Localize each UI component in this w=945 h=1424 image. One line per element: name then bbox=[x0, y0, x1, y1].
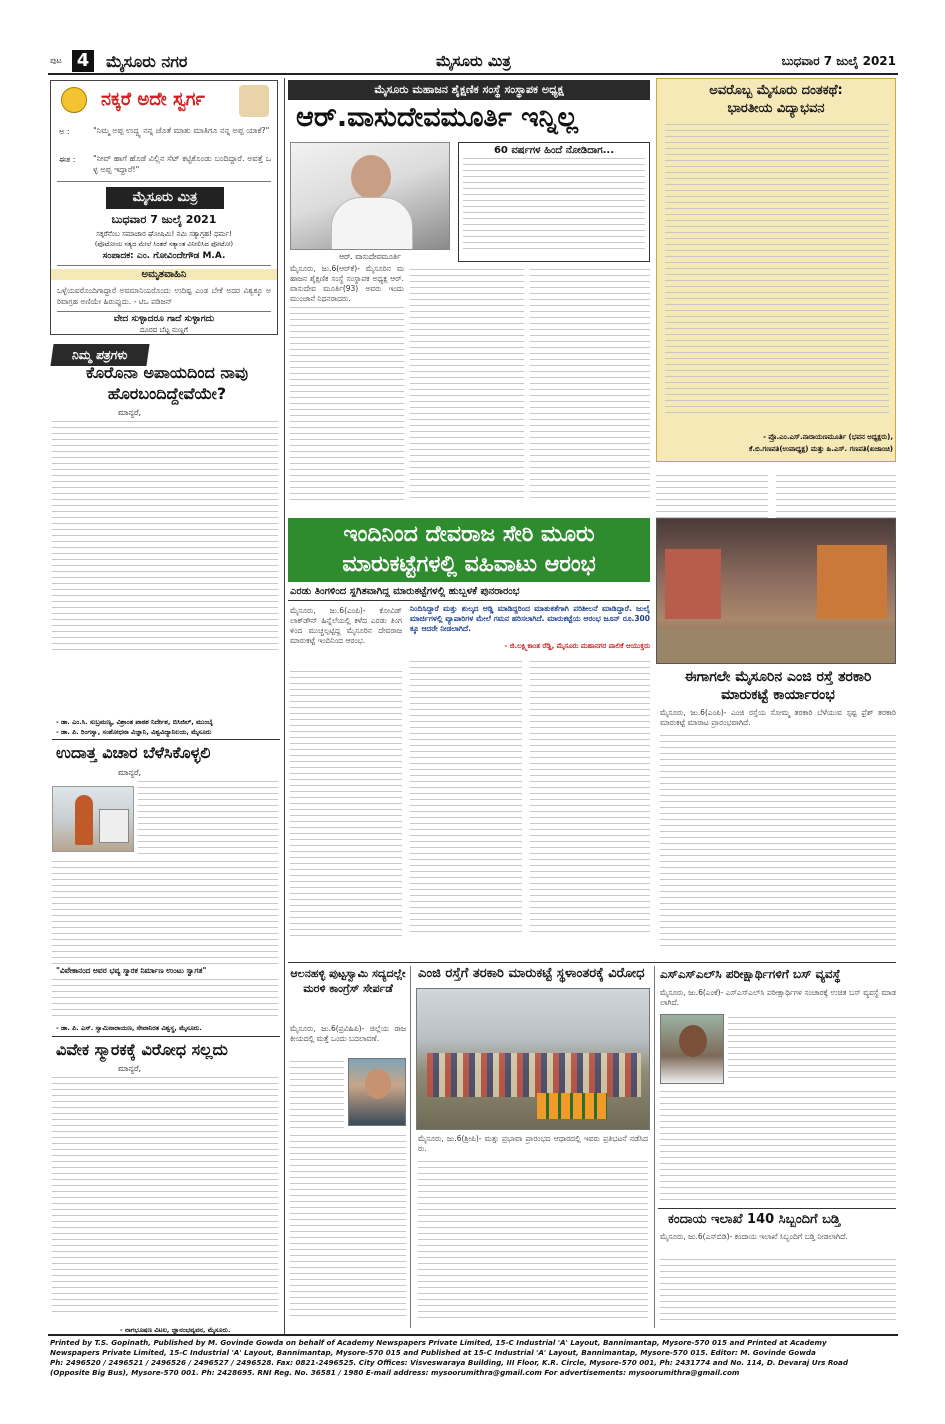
paper-box-name-text: ಮೈಸೂರು ಮಿತ್ರ bbox=[132, 190, 198, 205]
amrita-text: ಒಳ್ಳೆಯವರೊಂದಿಗಾದ್ದಾರೆ ಅವಮಾನಿಯರೊಂದು ಉದಿಷ್ಟ ಎಂಡ ಬೇಕೆ ಅದರ ವಿಶ್ವಕ್ಕೂ ಅರಿವಾಗ್ರಹ ಅಣಿಯೇ ಹಿರುಪ್ಪುದು. - ಟಿಒ ಪಡಿಜನ್ bbox=[57, 286, 271, 306]
apmc-headline bbox=[660, 668, 896, 704]
tribute-title-1: ಅವರೊಬ್ಬ ಮೈಸೂರು ದಂತಕಥೆ: bbox=[709, 83, 843, 98]
obit-photo-caption: ಆರ್. ವಾಸುದೇವಮೂರ್ತಿ bbox=[339, 252, 401, 261]
crowd bbox=[427, 1053, 641, 1097]
joke-box bbox=[50, 80, 278, 335]
apmc-dateline: ಮೈಸೂರು, ಜು.6(ಎಂಪಿ)- ಎಂಜಿ ರಸ್ತೆಯ ಸೋಮ್ಮ ತರಕಾರಿ ಬೆಳೆಯುವ ಸ್ಪಷ್ಟ ಫ್ರೆಶ್ ತರಕಾರಿ ಮಾರುಕಟ್ಟೆ ಮಾರಾಟ ಪ್ರಾರಂಭವಾಗಿದೆ. bbox=[660, 708, 896, 727]
page-number: 4 bbox=[76, 50, 90, 71]
congress-body-b bbox=[290, 1130, 406, 1326]
letter1-sign-2: - ಡಾ. ಪಿ. ರಿಂಗಸ್ವಾ, ಸಂಶೋಧನಾ ವಿಜ್ಞಾನಿ, ವಿಶ್ವವಿದ್ಯಾನಿಲಯ, ಮೈಸೂರು bbox=[56, 728, 212, 736]
tribute-sign-2: ಕೆ.ಬಿ.ಗಣಪತಿ(ಉಪಾಧ್ಯಕ್ಷ) ಮತ್ತು ಹಿ.ಎಸ್. ಗಣಪತಿ(ಖಜಾಂಚಿ) bbox=[748, 445, 893, 453]
letter1-body bbox=[52, 416, 278, 654]
letters-header-text: ನಿಮ್ಮ ಪತ್ರಗಳು bbox=[71, 348, 129, 362]
issue-date: ಬುಧವಾರ 7 ಜುಲೈ 2021 bbox=[781, 54, 896, 68]
paper-box-line2: (ಫೊಟೋಂಲ ಸತ್ಯದ ಮೇಲೆ ಸಿಂತರೆ ಸತ್ಯಾಂತ ವಿನೀಲಿಸಿದ ಫೋಟೋ) bbox=[94, 240, 234, 248]
bus-headline: ಎಸ್‌ಎಸ್‌ಎಲ್‌ಸಿ ಪರೀಕ್ಷಾರ್ಥಿಗಳಿಗೆ ಬಸ್ ವ್ಯವಸ್ಥೆ bbox=[660, 967, 841, 981]
letter2-body-b bbox=[52, 856, 278, 966]
letter2-body-a bbox=[138, 776, 278, 856]
congress-dateline: ಮೈಸೂರು, ಜು.6(ಪ್ರವಿಹಿಪಿ)- ಜಿಲ್ಲೆಯ ರಾಜಕೀಯದಲ್ಲಿ ಮತ್ತೆ ಒಂದು ಬದಲಾವಣೆ. bbox=[290, 1024, 406, 1043]
congress-headline bbox=[290, 966, 406, 996]
mgroad-dateline: ಮೈಸೂರು, ಜು.6(ಶ್ರೀಪಿ)- ಮತ್ತು ಪ್ರಭಾವಾ ಪ್ರಾರಂಭದ ಆಧಾರದಲ್ಲಿ ಇವರು ಪ್ರತಿಭಟನೆ ನಡೆಸಿದರು. bbox=[418, 1134, 648, 1153]
imprint-line-4: (Opposite Big Bus), Mysore-570 001. Ph: 2428695. RNI Reg. No. 36581 / 1980 E-mail address: mysoorumithra@gmail.com For advertisements: mysoorumithra@gmail.com bbox=[50, 1368, 740, 1377]
obit-photo bbox=[290, 142, 450, 250]
section-name: ಮೈಸೂರು ನಗರ bbox=[106, 52, 188, 71]
letter2-body-c bbox=[52, 974, 278, 1020]
bus-face bbox=[679, 1025, 707, 1057]
tribute-sign-1: - ಪ್ರೊ.ಎಂ.ಎಸ್.ನಾರಾಯಣಮೂರ್ತಿ (ಭವನ ಅಧ್ಯಕ್ಷರು), bbox=[763, 433, 893, 441]
congress-body bbox=[290, 1056, 344, 1136]
mgroad-headline: ಎಂಜಿ ರಸ್ತೆಗೆ ತರಕಾರಿ ಮಾರುಕಟ್ಟೆ ಸ್ಥಳಾಂತರಕ್ಕೆ ವಿರೋಧ bbox=[418, 966, 645, 981]
obit-body-col1 bbox=[290, 302, 404, 512]
imprint-line-2: Newspapers Private Limited, 15-C Industrial 'A' Layout, Bannimantap, Mysore-570 015 and Published at 15-C Industrial 'A' Layout, Bannimantap, Mysore-570 015. Editor: M. Govinde Gowda bbox=[50, 1348, 816, 1357]
joke-label-1: ಅ : bbox=[59, 127, 70, 136]
letter3-body bbox=[52, 1072, 278, 1320]
letter3-title: ವಿವೇಕ ಸ್ಮಾರಕಕ್ಕೆ ವಿರೋಧ ಸಲ್ಲದು bbox=[56, 1040, 228, 1059]
obit-history-box bbox=[458, 142, 650, 262]
imprint-line-1: Printed by T.S. Gopinath, Published by M. Govinde Gowda on behalf of Academy Newspapers Private Limited, 15-C Industrial 'A' Layout, Bannimantap, Mysore-570 015 and Printed at Academy bbox=[50, 1338, 827, 1347]
can-row bbox=[537, 1093, 607, 1119]
obit-dateline: ಮೈಸೂರು, ಜು.6(ಆರ್‌ಕೆ)- ಮೈಸೂರಿನ ಮಹಾಜನ ಶೈಕ್ಷಣಿಕ ಸಂಸ್ಥೆ ಸಂಸ್ಥಾಪಕ ಅಧ್ಯಕ್ಷ ಆರ್.ವಾಸುದೇವ ಮೂರ್ತಿ(93) ಅವರು ಇಂದು ಮುಂಜಾನೆ ನಿಧನರಾದರು. bbox=[290, 264, 404, 302]
obit-headline: ಆರ್.ವಾಸುದೇವಮೂರ್ತಿ ಇನ್ನಿಲ್ಲ bbox=[296, 102, 579, 133]
masthead bbox=[48, 50, 898, 72]
market-photo bbox=[656, 518, 896, 664]
stall-floor bbox=[657, 629, 896, 664]
letter2-quote: "ವಿವೇಕಾನಂದ ಅವರ ಭವ್ಯ ಸ್ಮಾರಕ ನಿರ್ಮಾಣ ಉಂಟು ಸ್ವಾಗತ" bbox=[56, 966, 207, 975]
bus-body-a bbox=[728, 1012, 896, 1084]
letter2-salute: ಮಾನ್ಯರೆ, bbox=[118, 768, 142, 777]
joke-line-1: "ನಿಮ್ಮ ಅಪ್ಪ ಉದ್ದ್ಯ ನನ್ನ ಜೊತೆ ಮಾತು ಮಾತಿಗೂ ನನ್ನ ಅಪ್ಪ ಯಾಕೆ?" bbox=[93, 126, 270, 135]
stall-right bbox=[817, 545, 887, 619]
page-label: ಪುಟ bbox=[50, 56, 62, 65]
page-number-badge bbox=[72, 50, 94, 72]
building-shape bbox=[99, 809, 129, 843]
cartoon-icon bbox=[239, 85, 269, 117]
obit-box-title: 60 ವರ್ಷಗಳ ಹಿಂದೆ ನೋಡಿದಾಗ... bbox=[493, 145, 615, 156]
letter3-sign: - ನಾಗಭೂಷಣ ವಿಟಲ, ಜ್ಞಾನಂಭವ್ಯವನ, ಮೈಸೂರು. bbox=[120, 1326, 231, 1334]
market-subhead: ಎರಡು ತಿಂಗಳಿಂದ ಸ್ಥಗಿತವಾಗಿದ್ದ ಮಾರುಕಟ್ಟೆಗಳಲ್ಲಿ ಹುಬ್ಬಳಕೆ ಪುನರಾರಂಭ bbox=[290, 586, 520, 597]
tribute-title-2: ಭಾರತೀಯ ವಿದ್ಯಾಭವನ bbox=[727, 101, 825, 116]
letter2-sign: - ಡಾ. ಪಿ. ಎಸ್. ಸ್ವಾಮಿನಾರಾಯಣ, ಸೇವಾನಿರತ ವಿಶ್ವಸ್ಥ, ಮೈಸೂರು. bbox=[56, 1024, 202, 1032]
market-dateline: ಮೈಸೂರು, ಜು.6(ಎಂಪಿ)- ಕೋವಿಡ್ ಲಾಕ್‌ಡೌನ್ ಹಿನ್ನೆಲೆಯಲ್ಲಿ ಕಳೆದ ಎರಡು ತಿಂಗಳಿಂದ ಮುಚ್ಚಲ್ಪಟ್ಟಿದ್ದ ಮೈಸೂರಿನ ದೇವರಾಜ ಮಾರುಕಟ್ಟೆ ಇಂದಿನಿಂದ ಆರಂಭ. bbox=[290, 606, 402, 645]
obit-box-body bbox=[463, 153, 645, 259]
joke-line-2: "ನೀವ್ ಹಾಗೆ ಹೊಡೆ ವಿಲ್ಲಿನ ಸೆಟ್ ಕಟ್ಟಿಕೊಂಡು ಬಂದಿದ್ದಾರೆ. ಅವತ್ತೆ ಒಳ್ಳ ಅಪ್ಪ ಇದ್ದಾರೆ!" bbox=[93, 154, 271, 174]
obit-kicker bbox=[288, 80, 650, 100]
letter2-title: ಉದಾತ್ತ ವಿಚಾರ ಬೆಳೆಸಿಕೊಳ್ಳಲಿ bbox=[56, 743, 211, 762]
market-col1 bbox=[290, 666, 402, 956]
imprint-line-3: Ph: 2496520 / 2496521 / 2496526 / 2496527 / 2496528. Fax: 0821-2496525. City Offices: Visveswaraya Building, III Floor, K.R. Circle, Mysore-570 001, Ph: 2431774 and No. 114, D. Devaraj Urs Road bbox=[50, 1358, 849, 1367]
laugh-icon bbox=[61, 87, 87, 113]
apmc-headline-text: ಈಗಾಗಲೇ ಮೈಸೂರಿನ ಎಂಜಿ ರಸ್ತೆ ತರಕಾರಿ ಮಾರುಕಟ್ಟೆ ಕಾರ್ಯಾರಂಭ bbox=[684, 669, 872, 703]
bus-body-b bbox=[660, 1086, 896, 1206]
gadi-line: ವೇದ ಸುಳ್ಳಾದರೂ ಗಾದೆ ಸುಳ್ಳಾಗದು bbox=[113, 314, 215, 324]
obit-body-col3 bbox=[530, 264, 650, 512]
tobacco-body bbox=[660, 1254, 896, 1328]
congress-headline-text: ಆಲನಹಳ್ಳಿ ಪುಟ್ಟಸ್ವಾಮಿ ಸದ್ಯದಲ್ಲೇ ಮರಳಿ ಕಾಂಗ್ರೆಸ್ ಸೇರ್ಪಡೆ bbox=[290, 967, 406, 995]
joke-label-2: ಈತ : bbox=[59, 155, 76, 164]
bus-dateline: ಮೈಸೂರು, ಜು.6(ಎಂಕೆ)- ಎಸ್‌ಎಸ್‌ಎಲ್‌ಸಿ ಪರೀಕ್ಷಾರ್ಥಿಗಳ ಸಂಚಾರಕ್ಕೆ ಉಚಿತ ಬಸ್ ವ್ಯವಸ್ಥೆ ಮಾಡಲಾಗಿದೆ. bbox=[660, 988, 896, 1007]
statue-figure bbox=[75, 795, 93, 845]
paper-box-line1: ಸಕ್ಕರೆನೆಂಬ ಸಮಾಚಾರ ಘೋಷಿಮಿ! ನಮಿ ಸತ್ಯಾಗ್ರಹ! ಧರ್ಮ! bbox=[96, 230, 232, 238]
letter1-salute: ಮಾನ್ಯರೆ, bbox=[118, 408, 142, 417]
stall-left bbox=[665, 549, 721, 619]
paper-box-date: ಬುಧವಾರ 7 ಜುಲೈ 2021 bbox=[111, 213, 217, 226]
market-headline-2: ಮಾರುಕಟ್ಟೆಗಳಲ್ಲಿ ವಹಿವಾಟು ಆರಂಭ bbox=[342, 552, 596, 577]
amrita-title: ಅಮೃತವಾಹಿನಿ bbox=[51, 269, 277, 280]
mgroad-body bbox=[418, 1156, 648, 1328]
market-col3 bbox=[530, 656, 650, 956]
obit-body-col2 bbox=[410, 264, 524, 512]
tobacco-dateline: ಮೈಸೂರು, ಜು.6(ಎಸ್‌ಬಿಡಿ)- ಕಂದಾಯ ಇಲಾಖೆ ಸಿಬ್ಬಂದಿಗೆ ಬಡ್ತಿ ನೀಡಲಾಗಿದೆ. bbox=[660, 1232, 848, 1241]
joke-title: ನಕ್ಕರೆ ಅದೇ ಸ್ವರ್ಗ bbox=[101, 89, 205, 110]
paper-box-editor: ಸಂಪಾದಕ: ಎಂ. ಗೋವಿಂದೇಗೌಡ M.A. bbox=[102, 251, 226, 261]
market-quote: ನಿಂದಿಸಿದ್ದಾರೆ ಮತ್ತು ಶುಲ್ಕದ ಆಡ್ಡಿ ಮಾಡಿದ್ದರಿಂದ ಮಾತುಕತೆಗಾಗಿ ಪರಿಶೀಲನೆ ಮಾಡಿದ್ದಾರೆ. ಜುಲೈ ಮಾರ್ಚಿಗಳಲ್ಲಿ ವ್ಯಾಪಾರಿಗಳ ಮೇಲೆ ಗಮನ ಹರಿಸಲಾಗಿದೆ. ಮಾರುಕಟ್ಟೆಯ ಆರಂಭ ಜೂನ್ ರೂ.300ಕ್ಕೂ ಆದರೇ ನೀಡಲಾಗಿದೆ. bbox=[410, 604, 650, 633]
congress-face bbox=[365, 1069, 391, 1099]
gadi-sub: ದೂರದ ಬೆಟ್ಟ ನುಣ್ಣಗೆ bbox=[140, 326, 188, 334]
protest-photo bbox=[416, 988, 650, 1130]
letter1-title: ಕೊರೊನಾ ಅಪಾಯದಿಂದ ನಾವು ಹೊರಬಂದಿದ್ದೇವೆಯೇ? bbox=[86, 363, 248, 403]
tobacco-headline: ಕಂದಾಯ ಇಲಾಖೆ 140 ಸಿಬ್ಬಂದಿಗೆ ಬಡ್ತಿ bbox=[668, 1212, 841, 1227]
tribute-body bbox=[665, 119, 889, 431]
apmc-body bbox=[660, 730, 896, 958]
tribute-box bbox=[656, 78, 896, 462]
market-col2 bbox=[410, 656, 522, 956]
letter1-sign-1: - ಡಾ. ಎಂ.ಸಿ. ಸುಬ್ರಮಣ್ಯ, ವಿಶ್ರಾಂತ ಪಾಠಶ ನಿರ್ದೇಶ, ಬಿಸಿಜಿಲ್, ಮುಂಬೈ bbox=[56, 718, 213, 726]
market-quote-sign: - ಜಿ.ಲಕ್ಷ್ಮಿಕಾಂತ ರೆಡ್ಡಿ, ಮೈಸೂರು ಮಹಾನಗರ ಪಾಲಿಕೆ ಆಯುಕ್ತರು bbox=[504, 642, 650, 650]
market-headline-1: ಇಂದಿನಿಂದ ದೇವರಾಜ ಸೇರಿ ಮೂರು bbox=[343, 522, 595, 547]
memorial-illustration bbox=[52, 786, 134, 852]
portrait-head bbox=[351, 155, 391, 199]
portrait-body bbox=[331, 197, 413, 250]
imprint-footer bbox=[50, 1338, 896, 1378]
market-headline-band bbox=[288, 518, 650, 582]
paper-box-name bbox=[106, 187, 224, 209]
letter3-salute: ಮಾನ್ಯರೆ, bbox=[118, 1064, 142, 1073]
congress-portrait bbox=[348, 1058, 406, 1126]
bus-portrait bbox=[660, 1014, 724, 1084]
obit-kicker-text: ಮೈಸೂರು ಮಹಾಜನ ಶೈಕ್ಷಣಿಕ ಸಂಸ್ಥೆ ಸಂಸ್ಥಾಪಕ ಅಧ್ಯಕ್ಷ bbox=[374, 83, 564, 96]
paper-name: ಮೈಸೂರು ಮಿತ್ರ bbox=[436, 52, 511, 70]
